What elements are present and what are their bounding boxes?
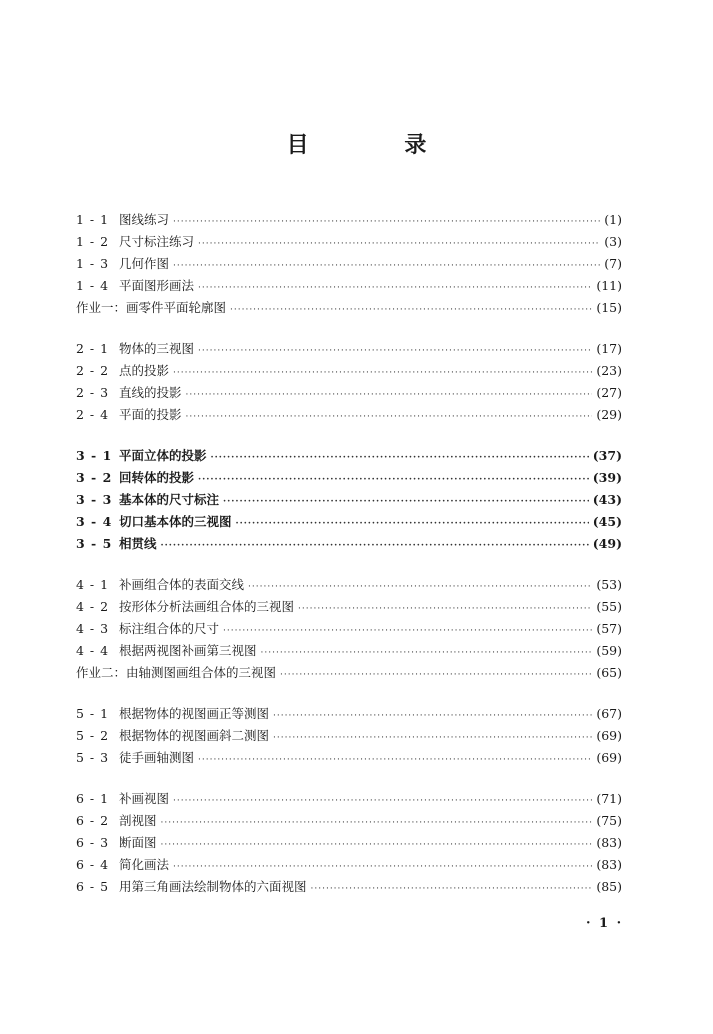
dot-leader bbox=[186, 406, 593, 428]
toc-row[interactable] bbox=[76, 854, 622, 876]
toc-entry-number: 1 - 1 bbox=[76, 212, 110, 227]
toc-entry-page: (17) bbox=[596, 341, 622, 356]
toc-entry-number: 4 - 4 bbox=[76, 643, 110, 658]
toc-section-3 bbox=[76, 445, 622, 555]
page-number: · 1 · bbox=[586, 916, 624, 931]
toc-entry-page: (65) bbox=[596, 665, 622, 680]
toc-row[interactable] bbox=[76, 382, 622, 404]
section-gap bbox=[76, 319, 622, 338]
toc-entry-page: (75) bbox=[596, 813, 622, 828]
toc-row-assignment[interactable] bbox=[76, 297, 622, 319]
dot-leader bbox=[161, 834, 593, 856]
toc-entry-number: 2 - 4 bbox=[76, 407, 110, 422]
toc-entry-number: 4 - 1 bbox=[76, 577, 110, 592]
toc-entry-number: 3 - 3 bbox=[76, 492, 113, 507]
toc-entry-title: 标注组合体的尺寸 bbox=[119, 621, 220, 636]
toc-entry-title: 作业一：画零件平面轮廓图 bbox=[76, 300, 227, 315]
toc-row[interactable] bbox=[76, 404, 622, 426]
toc-row[interactable] bbox=[76, 253, 622, 275]
toc-row[interactable] bbox=[76, 467, 622, 489]
toc-entry-page: (69) bbox=[596, 750, 622, 765]
toc-entry-number: 6 - 2 bbox=[76, 813, 110, 828]
toc-entry-page: (45) bbox=[592, 514, 622, 529]
dot-leader bbox=[261, 642, 593, 664]
toc-entry-title: 图线练习 bbox=[119, 212, 170, 227]
dot-leader bbox=[230, 299, 592, 321]
toc-entry-page: (11) bbox=[596, 278, 622, 293]
toc-entry-number: 5 - 3 bbox=[76, 750, 110, 765]
toc-section-1 bbox=[76, 209, 622, 319]
section-gap bbox=[76, 769, 622, 788]
dot-leader bbox=[173, 790, 592, 812]
toc-entry-title: 点的投影 bbox=[119, 363, 170, 378]
toc-entry-number: 3 - 5 bbox=[76, 536, 113, 551]
toc-row[interactable] bbox=[76, 338, 622, 360]
dot-leader bbox=[198, 749, 592, 771]
dot-leader bbox=[223, 491, 589, 513]
toc-entry-title: 根据物体的视图画斜二测图 bbox=[119, 728, 270, 743]
toc-row[interactable] bbox=[76, 618, 622, 640]
toc-row[interactable] bbox=[76, 810, 622, 832]
toc-row[interactable] bbox=[76, 788, 622, 810]
toc-row[interactable] bbox=[76, 445, 622, 467]
dot-leader bbox=[273, 727, 592, 749]
toc-entry-title: 徒手画轴测图 bbox=[119, 750, 195, 765]
toc-entry-number: 6 - 3 bbox=[76, 835, 110, 850]
toc-entry-title: 根据物体的视图画正等测图 bbox=[119, 706, 270, 721]
toc-entry-number: 2 - 3 bbox=[76, 385, 110, 400]
dot-leader bbox=[198, 233, 600, 255]
toc-entry-title: 补画组合体的表面交线 bbox=[119, 577, 245, 592]
toc-entry-page: (1) bbox=[604, 212, 622, 227]
dot-leader bbox=[273, 705, 592, 727]
dot-leader bbox=[198, 277, 592, 299]
toc-entry-number: 1 - 4 bbox=[76, 278, 110, 293]
dot-leader bbox=[280, 664, 592, 686]
toc-section-2 bbox=[76, 338, 622, 426]
toc-row[interactable] bbox=[76, 360, 622, 382]
toc-entry-number: 4 - 2 bbox=[76, 599, 110, 614]
dot-leader bbox=[198, 469, 589, 491]
toc-entry-page: (83) bbox=[596, 857, 622, 872]
section-gap bbox=[76, 555, 622, 574]
toc-entry-number: 3 - 2 bbox=[76, 470, 113, 485]
toc-entry-title: 几何作图 bbox=[119, 256, 170, 271]
toc-row[interactable] bbox=[76, 489, 622, 511]
toc-entry-number: 2 - 2 bbox=[76, 363, 110, 378]
toc-row[interactable] bbox=[76, 209, 622, 231]
toc-row[interactable] bbox=[76, 596, 622, 618]
toc-entry-page: (39) bbox=[592, 470, 622, 485]
toc-entry-title: 平面图形画法 bbox=[119, 278, 195, 293]
toc-entry-page: (69) bbox=[596, 728, 622, 743]
toc-entry-page: (59) bbox=[596, 643, 622, 658]
toc-entry-page: (29) bbox=[596, 407, 622, 422]
toc-row[interactable] bbox=[76, 703, 622, 725]
toc-entry-page: (3) bbox=[604, 234, 622, 249]
toc-entry-number: 6 - 4 bbox=[76, 857, 110, 872]
toc-row[interactable] bbox=[76, 231, 622, 253]
dot-leader bbox=[198, 340, 592, 362]
toc-row[interactable] bbox=[76, 640, 622, 662]
toc-section-6 bbox=[76, 788, 622, 898]
page-title: 目 录 bbox=[286, 132, 471, 158]
table-of-contents bbox=[76, 209, 622, 898]
toc-entry-title: 尺寸标注练习 bbox=[119, 234, 195, 249]
toc-row[interactable] bbox=[76, 832, 622, 854]
dot-leader bbox=[223, 620, 592, 642]
toc-entry-number: 5 - 2 bbox=[76, 728, 110, 743]
dot-leader bbox=[173, 362, 592, 384]
toc-entry-page: (67) bbox=[596, 706, 622, 721]
toc-entry-title: 平面的投影 bbox=[119, 407, 182, 422]
toc-entry-title: 相贯线 bbox=[119, 536, 157, 551]
toc-entry-page: (7) bbox=[604, 256, 622, 271]
toc-entry-page: (37) bbox=[592, 448, 622, 463]
toc-entry-number: 4 - 3 bbox=[76, 621, 110, 636]
toc-entry-title: 补画视图 bbox=[119, 791, 170, 806]
toc-entry-number: 1 - 3 bbox=[76, 256, 110, 271]
section-gap bbox=[76, 684, 622, 703]
toc-row[interactable] bbox=[76, 511, 622, 533]
toc-entry-page: (53) bbox=[596, 577, 622, 592]
toc-entry-number: 1 - 2 bbox=[76, 234, 110, 249]
dot-leader bbox=[211, 447, 589, 469]
toc-entry-page: (49) bbox=[592, 536, 622, 551]
toc-entry-title: 剖视图 bbox=[119, 813, 157, 828]
toc-entry-title: 物体的三视图 bbox=[119, 341, 195, 356]
dot-leader bbox=[161, 812, 593, 834]
dot-leader bbox=[236, 513, 589, 535]
toc-entry-number: 5 - 1 bbox=[76, 706, 110, 721]
toc-row[interactable] bbox=[76, 275, 622, 297]
toc-entry-number: 3 - 1 bbox=[76, 448, 113, 463]
toc-entry-title: 直线的投影 bbox=[119, 385, 182, 400]
toc-entry-page: (55) bbox=[596, 599, 622, 614]
toc-entry-page: (27) bbox=[596, 385, 622, 400]
toc-row[interactable] bbox=[76, 533, 622, 555]
toc-entry-page: (85) bbox=[596, 879, 622, 894]
dot-leader bbox=[173, 255, 600, 277]
toc-entry-title: 基本体的尺寸标注 bbox=[119, 492, 220, 507]
toc-entry-page: (23) bbox=[596, 363, 622, 378]
toc-row[interactable] bbox=[76, 747, 622, 769]
toc-entry-title: 回转体的投影 bbox=[119, 470, 195, 485]
toc-row[interactable] bbox=[76, 574, 622, 596]
toc-entry-title: 根据两视图补画第三视图 bbox=[119, 643, 257, 658]
dot-leader bbox=[248, 576, 592, 598]
dot-leader bbox=[173, 856, 592, 878]
toc-row-assignment[interactable] bbox=[76, 662, 622, 684]
toc-entry-page: (71) bbox=[596, 791, 622, 806]
dot-leader bbox=[186, 384, 593, 406]
dot-leader bbox=[161, 535, 589, 557]
toc-entry-page: (83) bbox=[596, 835, 622, 850]
dot-leader bbox=[298, 598, 592, 620]
toc-entry-page: (43) bbox=[592, 492, 622, 507]
toc-entry-title: 用第三角画法绘制物体的六面视图 bbox=[119, 879, 307, 894]
toc-row[interactable] bbox=[76, 725, 622, 747]
toc-entry-title: 简化画法 bbox=[119, 857, 170, 872]
toc-entry-title: 切口基本体的三视图 bbox=[119, 514, 232, 529]
toc-row[interactable] bbox=[76, 876, 622, 898]
toc-section-5 bbox=[76, 703, 622, 769]
toc-entry-number: 6 - 1 bbox=[76, 791, 110, 806]
section-gap bbox=[76, 426, 622, 445]
toc-entry-page: (57) bbox=[596, 621, 622, 636]
toc-section-4 bbox=[76, 574, 622, 684]
toc-entry-page: (15) bbox=[596, 300, 622, 315]
toc-entry-title: 按形体分析法画组合体的三视图 bbox=[119, 599, 295, 614]
toc-entry-number: 2 - 1 bbox=[76, 341, 110, 356]
toc-entry-title: 平面立体的投影 bbox=[119, 448, 207, 463]
dot-leader bbox=[173, 211, 600, 233]
dot-leader bbox=[311, 878, 593, 900]
toc-entry-title: 作业二：由轴测图画组合体的三视图 bbox=[76, 665, 277, 680]
toc-entry-number: 6 - 5 bbox=[76, 879, 110, 894]
toc-entry-number: 3 - 4 bbox=[76, 514, 113, 529]
toc-entry-title: 断面图 bbox=[119, 835, 157, 850]
